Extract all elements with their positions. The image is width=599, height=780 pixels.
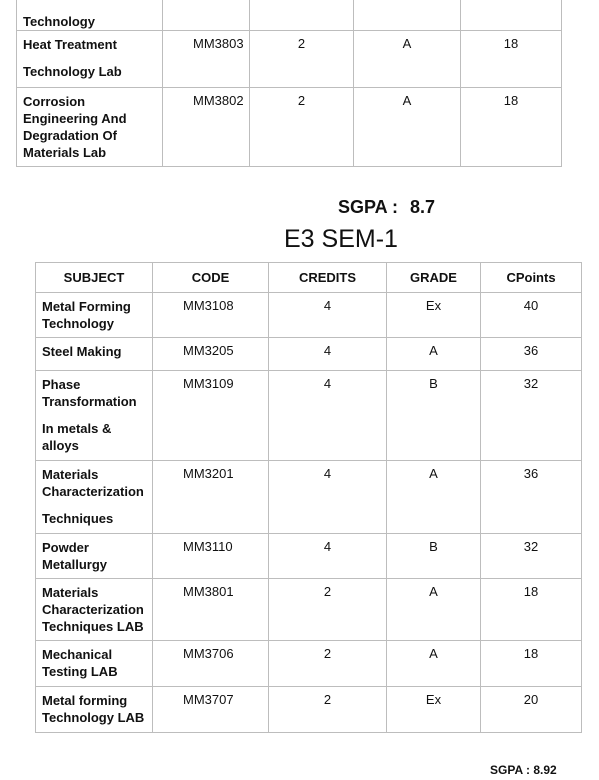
- grade-cell: A: [387, 461, 481, 534]
- credits-header: CREDITS: [269, 263, 387, 293]
- grade-cell: A: [387, 338, 481, 371]
- grade-cell: Ex: [387, 687, 481, 733]
- credits-cell: 2: [250, 88, 354, 167]
- cpoints-cell: 20: [481, 687, 582, 733]
- credits-cell: 2: [250, 31, 354, 88]
- cpoints-cell: 36: [481, 461, 582, 534]
- code-cell: [163, 0, 250, 31]
- grade-cell: B: [387, 534, 481, 579]
- table-row: [17, 88, 562, 167]
- table-row: [36, 338, 582, 371]
- header-row: [36, 263, 582, 293]
- sgpa-value: 8.7: [410, 197, 436, 217]
- semester-sgpa: SGPA : 8.92: [490, 763, 557, 777]
- code-cell: MM3707: [153, 687, 269, 733]
- previous-sgpa: [338, 197, 435, 218]
- subject-cell: Mechanical Testing LAB: [36, 641, 153, 687]
- semester-grades-table: [35, 262, 582, 733]
- code-cell: MM3108: [153, 293, 269, 338]
- table-row: [17, 31, 562, 88]
- table-row: [36, 534, 582, 579]
- credits-cell: 2: [269, 579, 387, 641]
- credits-cell: 4: [269, 371, 387, 461]
- subject-cell: Heat Treatment Technology Lab: [17, 31, 163, 88]
- code-cell: MM3201: [153, 461, 269, 534]
- credits-cell: [250, 0, 354, 31]
- grade-cell: A: [387, 579, 481, 641]
- cpoints-cell: 36: [481, 338, 582, 371]
- credits-cell: 4: [269, 293, 387, 338]
- code-cell: MM3802: [163, 88, 250, 167]
- code-cell: MM3205: [153, 338, 269, 371]
- subject-cell: Phase Transformation In metals & alloys: [36, 371, 153, 461]
- table-row: [17, 0, 562, 31]
- cpoints-cell: 18: [481, 579, 582, 641]
- cpoints-cell: [461, 0, 562, 31]
- subject-cell: Powder Metallurgy: [36, 534, 153, 579]
- cpoints-cell: 18: [461, 88, 562, 167]
- grade-cell: [354, 0, 461, 31]
- code-cell: MM3110: [153, 534, 269, 579]
- subject-cell: Metal Forming Technology: [36, 293, 153, 338]
- code-header: CODE: [153, 263, 269, 293]
- credits-cell: 2: [269, 641, 387, 687]
- subject-cell: Corrosion Engineering And Degradation Of Materials Lab: [17, 88, 163, 167]
- cpoints-header: CPoints: [481, 263, 582, 293]
- cpoints-cell: 18: [461, 31, 562, 88]
- sgpa-label: SGPA :: [338, 197, 399, 217]
- cpoints-cell: 18: [481, 641, 582, 687]
- grade-cell: A: [387, 641, 481, 687]
- table-row: [36, 461, 582, 534]
- cpoints-cell: 32: [481, 371, 582, 461]
- grade-cell: B: [387, 371, 481, 461]
- code-cell: MM3803: [163, 31, 250, 88]
- credits-cell: 4: [269, 534, 387, 579]
- table-row: [36, 293, 582, 338]
- code-cell: MM3706: [153, 641, 269, 687]
- grade-cell: A: [354, 88, 461, 167]
- subject-cell: Metal forming Technology LAB: [36, 687, 153, 733]
- previous-semester-table: [16, 0, 562, 167]
- grade-header: GRADE: [387, 263, 481, 293]
- credits-cell: 2: [269, 687, 387, 733]
- table-row: [36, 579, 582, 641]
- table-row: [36, 687, 582, 733]
- grade-cell: Ex: [387, 293, 481, 338]
- grade-cell: A: [354, 31, 461, 88]
- credits-cell: 4: [269, 338, 387, 371]
- cpoints-cell: 32: [481, 534, 582, 579]
- subject-cell: Technology: [17, 0, 163, 31]
- table-row: [36, 641, 582, 687]
- code-cell: MM3109: [153, 371, 269, 461]
- subject-cell: Steel Making: [36, 338, 153, 371]
- subject-cell: Materials Characterization Techniques LAB: [36, 579, 153, 641]
- table-row: [36, 371, 582, 461]
- subject-cell: Materials Characterization Techniques: [36, 461, 153, 534]
- code-cell: MM3801: [153, 579, 269, 641]
- subject-header: SUBJECT: [36, 263, 153, 293]
- semester-title: E3 SEM-1: [284, 225, 398, 253]
- cpoints-cell: 40: [481, 293, 582, 338]
- credits-cell: 4: [269, 461, 387, 534]
